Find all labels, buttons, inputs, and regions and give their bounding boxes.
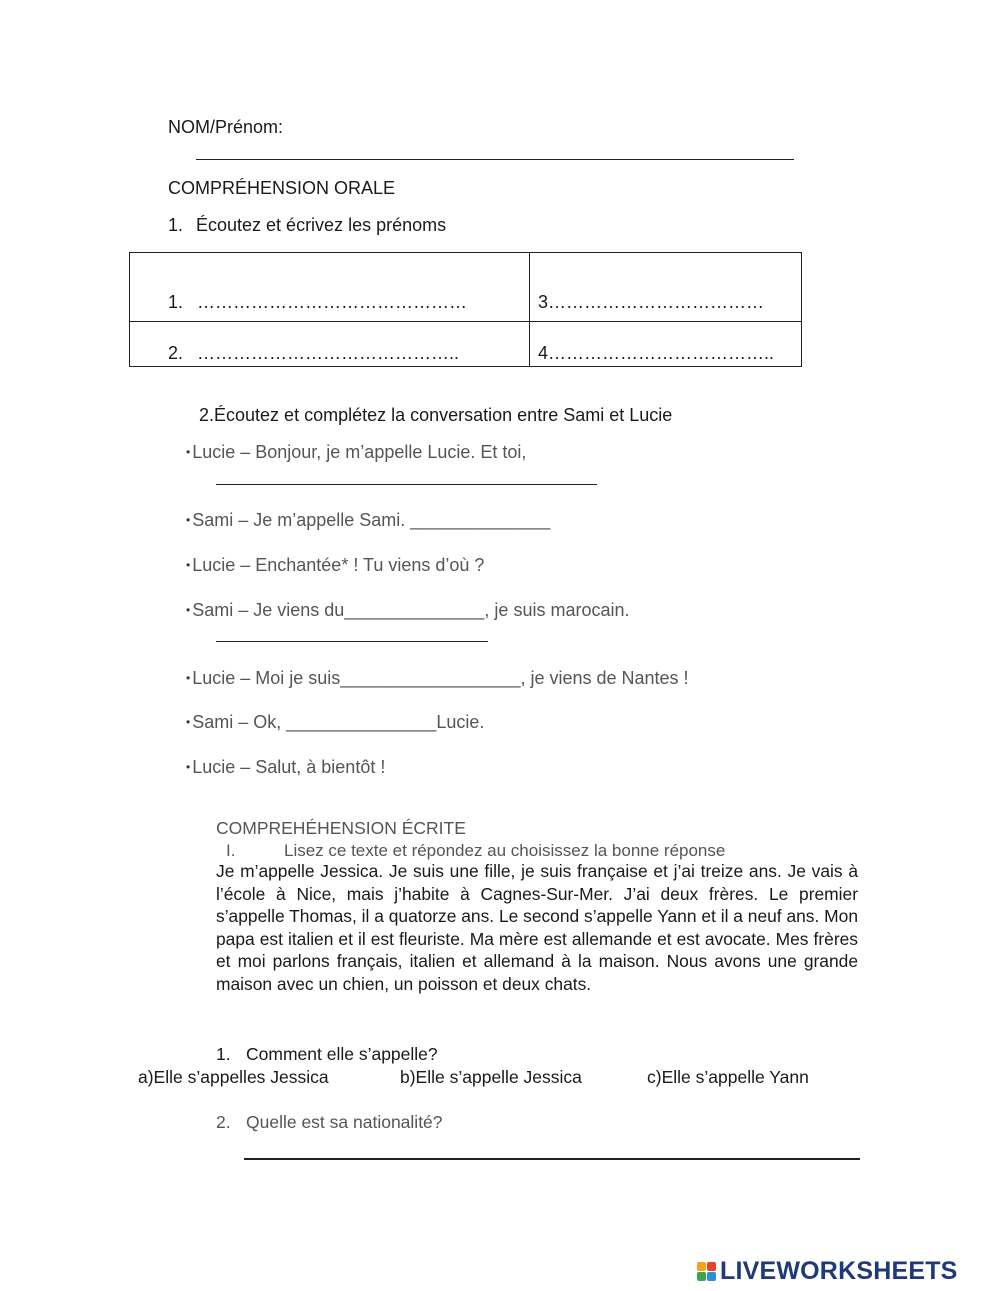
names-cell-1-num: 1. xyxy=(168,292,184,312)
logo-blocks-icon xyxy=(697,1262,716,1281)
names-table xyxy=(129,252,802,367)
dialogue-line-2: • Sami – Je m’appelle Sami. ______________ xyxy=(186,510,551,530)
dialogue-line-3: • Lucie – Enchantée* ! Tu viens d’où ? xyxy=(186,555,485,575)
name-answer-line[interactable] xyxy=(196,159,794,160)
dialogue-line-4: • Sami – Je viens du______________, je suis marocain. xyxy=(186,600,630,620)
bullet-icon: • xyxy=(186,671,191,685)
bullet-icon: • xyxy=(186,513,191,527)
section-2-roman: I. xyxy=(226,841,236,860)
names-cell-1[interactable] xyxy=(130,253,530,322)
dialogue-line-6: • Sami – Ok, _______________Lucie. xyxy=(186,712,485,732)
reading-question-2-text: Quelle est sa nationalité? xyxy=(246,1112,443,1132)
reading-question-2-number: 2. xyxy=(216,1112,231,1132)
names-cell-3-text: 3……………………………… xyxy=(538,292,765,312)
bullet-icon: • xyxy=(186,445,191,459)
names-cell-1-dots: ……………………………………… xyxy=(197,292,467,312)
question-1-text: Écoutez et écrivez les prénoms xyxy=(196,215,447,235)
bullet-icon: • xyxy=(186,603,191,617)
reading-answer-line-2[interactable] xyxy=(244,1158,860,1160)
dialogue-line-1: • Lucie – Bonjour, je m’appelle Lucie. Et toi, xyxy=(186,442,527,462)
reading-question-1-text: Comment elle s’appelle? xyxy=(246,1044,438,1064)
logo-text: LIVEWORKSHEETS xyxy=(720,1256,958,1285)
dialogue-answer-line-4[interactable] xyxy=(216,641,488,642)
section-title-written: COMPREHÉHENSION ÉCRITE xyxy=(216,818,466,838)
dialogue-line-5: • Lucie – Moi je suis__________________, je viens de Nantes ! xyxy=(186,668,689,688)
question-2-title: 2.Écoutez et complétez la conversation entre Sami et Lucie xyxy=(199,405,673,425)
bullet-icon: • xyxy=(186,558,191,572)
option-c[interactable]: c)Elle s’appelle Yann xyxy=(647,1067,809,1087)
names-cell-2-dots: …………………………………….. xyxy=(197,343,460,363)
option-b[interactable]: b)Elle s’appelle Jessica xyxy=(400,1067,582,1087)
bullet-icon: • xyxy=(186,760,191,774)
dialogue-line-7: • Lucie – Salut, à bientôt ! xyxy=(186,757,386,777)
names-cell-4-text: 4……………………………….. xyxy=(538,343,775,363)
dialogue-answer-line-1[interactable] xyxy=(216,484,597,485)
section-2-instruction: Lisez ce texte et répondez au choisissez la bonne réponse xyxy=(284,841,726,860)
names-cell-4[interactable] xyxy=(530,322,802,367)
bullet-icon: • xyxy=(186,715,191,729)
section-title-oral: COMPRÉHENSION ORALE xyxy=(168,178,396,198)
liveworksheets-logo xyxy=(697,1256,958,1286)
reading-paragraph: Je m’appelle Jessica. Je suis une fille, je suis française et j’ai treize ans. Je vais à l’école à Nice, mais j’habite à Cagnes-Sur-Mer. J’ai deux frères. Le premier s’appelle Thomas, il a quatorze ans. Le second s’appelle Yann et il a neuf ans. Mon papa est italien et il est fleuriste. Ma mère est allemande et est avocate. Mes frères et moi parlons français, italien et allemand à la maison. Nous avons une grande maison avec un chien, un poisson et deux chats. xyxy=(216,861,858,994)
option-a[interactable]: a)Elle s’appelles Jessica xyxy=(138,1067,329,1087)
names-cell-2-num: 2. xyxy=(168,343,184,363)
question-1-number: 1. xyxy=(168,215,184,235)
name-label: NOM/Prénom: xyxy=(168,117,284,137)
names-cell-3[interactable] xyxy=(530,253,802,322)
reading-question-1-number: 1. xyxy=(216,1044,231,1064)
names-cell-2[interactable] xyxy=(130,322,530,367)
